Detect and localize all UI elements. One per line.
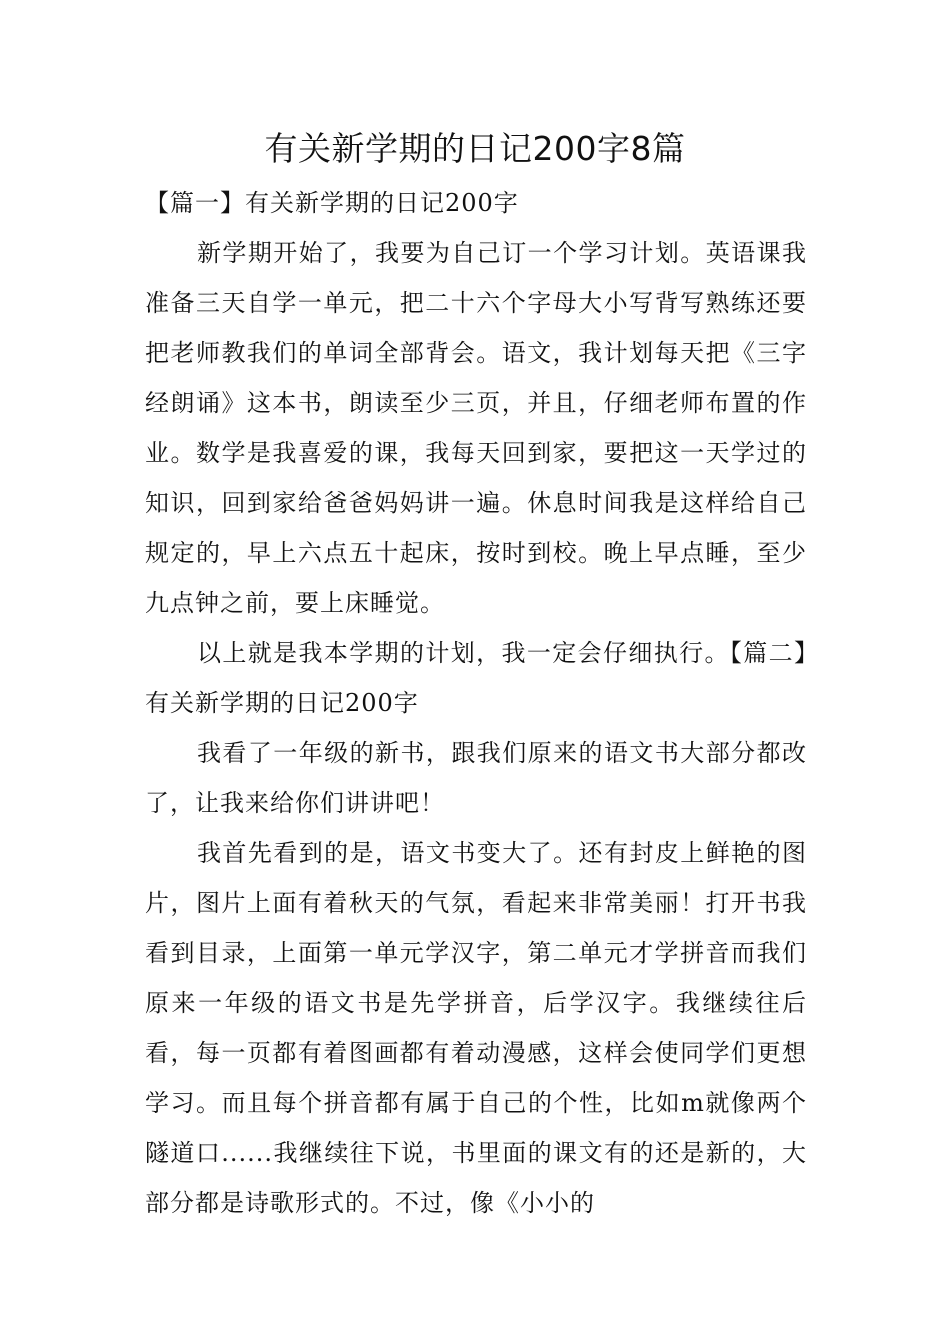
section-heading: 【篇一】有关新学期的日记200字 [145, 189, 519, 217]
paragraph: 新学期开始了，我要为自己订一个学习计划。英语课我准备三天自学一单元，把二十六个字母大小写背写熟练还要把老师教我们的单词全部背会。语文，我计划每天把《三字经朗诵》这本书，朗读至少三页，并且，仔细老师布置的作业。数学是我喜爱的课，我每天回到家，要把这一天学过的知识，回到家给爸爸妈妈讲一遍。休息时间我是这样给自己规定的，早上六点五十起床，按时到校。晚上早点睡，至少九点钟之前，要上床睡觉。 [145, 239, 807, 617]
paragraph: 我看了一年级的新书，跟我们原来的语文书大部分都改了，让我来给你们讲讲吧！ [145, 739, 807, 817]
document-body [145, 178, 807, 1228]
paragraph: 以上就是我本学期的计划，我一定会仔细执行。【篇二】有关新学期的日记200字 [145, 639, 807, 717]
paragraph: 我首先看到的是，语文书变大了。还有封皮上鲜艳的图片，图片上面有着秋天的气氛，看起来非常美丽！打开书我看到目录，上面第一单元学汉字，第二单元才学拼音而我们原来一年级的语文书是先学拼音，后学汉字。我继续往后看，每一页都有着图画都有着动漫感，这样会使同学们更想学习。而且每个拼音都有属于自己的个性，比如m就像两个隧道口......我继续往下说，书里面的课文有的还是新的，大部分都是诗歌形式的。不过，像《小小的 [145, 839, 807, 1217]
document-title: 有关新学期的日记200字8篇 [264, 129, 686, 168]
